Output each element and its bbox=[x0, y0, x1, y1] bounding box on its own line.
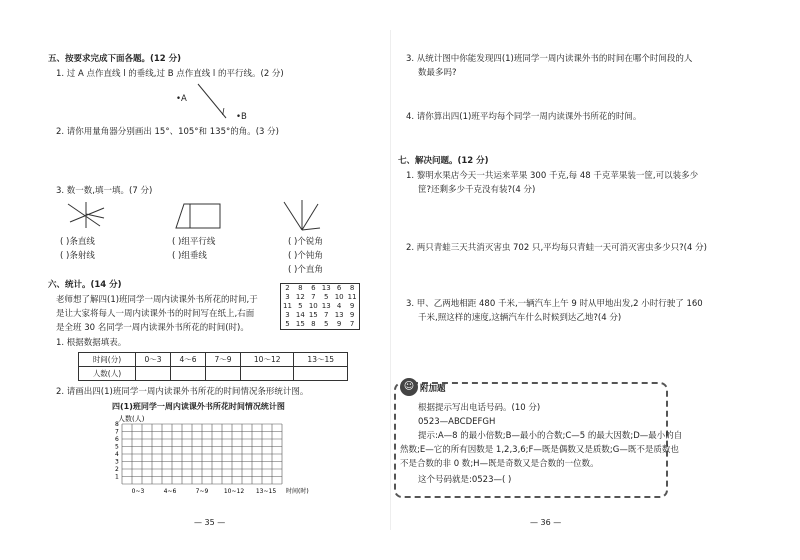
bonus-line2: 0523—ABCDEFGH bbox=[418, 417, 496, 427]
data-cell: 10 bbox=[334, 293, 344, 302]
point-a-label: •A bbox=[176, 94, 187, 104]
answer-cell[interactable] bbox=[136, 367, 171, 381]
data-cell: 4 bbox=[336, 302, 342, 311]
data-cell: 9 bbox=[349, 302, 355, 311]
y-tick-label: 1 bbox=[115, 473, 119, 481]
sec6-intro1: 老师想了解四(1)班同学一周内读课外书所花的时间,于 bbox=[56, 295, 258, 305]
sec6-intro3: 是全班 30 名同学一周内读课外书所花的时间(时)。 bbox=[56, 323, 249, 333]
x-axis-label: 时间(时) bbox=[286, 488, 309, 494]
data-cell: 5 bbox=[285, 320, 290, 329]
data-cell: 6 bbox=[336, 284, 342, 293]
y-tick-label: 3 bbox=[115, 458, 119, 466]
sec6-q2: 2. 请画出四(1)班同学一周内读课外书所花的时间情况条形统计图。 bbox=[56, 387, 309, 397]
data-cell: 8 bbox=[349, 284, 355, 293]
answer-cell[interactable] bbox=[240, 367, 294, 381]
data-row bbox=[281, 284, 359, 293]
data-cell: 5 bbox=[323, 320, 329, 329]
data-row bbox=[281, 302, 359, 311]
data-cell: 11 bbox=[283, 302, 292, 311]
data-row bbox=[281, 311, 359, 320]
bonus-line1: 根据提示写出电话号码。(10 分) bbox=[418, 403, 541, 413]
x-tick-label: 4~6 bbox=[163, 488, 177, 494]
data-cell: 7 bbox=[349, 320, 355, 329]
bonus-line5: 不是合数的非 0 数;H—既是奇数又是合数的一位数。 bbox=[400, 459, 599, 469]
bonus-line3: 提示:A—8 的最小倍数;B—最小的合数;C—5 的最大因数;D—最小的自 bbox=[418, 431, 683, 441]
right-q3: 3. 从统计图中你能发现四(1)班同学一周内读课外书的时间在哪个时间段的人 bbox=[406, 54, 693, 64]
data-cell: 9 bbox=[336, 320, 342, 329]
sec6-intro2: 是让大家将每人一周内读课外书的时间写在纸上,右面 bbox=[56, 309, 255, 319]
fig3-label-right: ( )个直角 bbox=[288, 265, 323, 275]
sec7-q1b: 筐?还剩多少千克没有装?(4 分) bbox=[418, 185, 536, 195]
y-tick-label: 4 bbox=[115, 451, 119, 458]
data-row bbox=[281, 320, 359, 329]
answer-cell[interactable] bbox=[294, 367, 348, 381]
fig3-label-acute: ( )个锐角 bbox=[288, 237, 323, 247]
x-tick-label: 7~9 bbox=[195, 488, 209, 494]
page-divider bbox=[390, 30, 391, 530]
angles-figure bbox=[282, 198, 322, 232]
data-cell: 7 bbox=[311, 293, 316, 302]
data-cell: 8 bbox=[311, 320, 316, 329]
section7-title: 七、解决问题。(12 分) bbox=[398, 156, 489, 166]
data-cell: 8 bbox=[298, 284, 303, 293]
data-cell: 15 bbox=[308, 311, 318, 320]
fig1-label-lines: ( )条直线 bbox=[60, 237, 95, 247]
x-tick-label: 10~12 bbox=[223, 488, 245, 494]
data-cell: 3 bbox=[285, 293, 290, 302]
data-cell: 14 bbox=[295, 311, 305, 320]
raw-data-card bbox=[280, 283, 360, 330]
chart-title: 四(1)班同学一周内读课外书所花时间情况统计图 bbox=[112, 402, 285, 411]
data-cell: 9 bbox=[349, 311, 355, 320]
sec5-q3: 3. 数一数,填一填。(7 分) bbox=[56, 186, 153, 196]
data-cell: 12 bbox=[295, 293, 305, 302]
data-cell: 11 bbox=[347, 293, 357, 302]
data-cell: 5 bbox=[298, 302, 303, 311]
table-header: 4～6 bbox=[170, 353, 205, 367]
right-q3b: 数最多吗? bbox=[418, 68, 457, 78]
y-tick-label: 2 bbox=[115, 466, 119, 473]
lines-rays-figure bbox=[66, 200, 106, 230]
sec7-q1a: 1. 黎明水果店今天一共运来苹果 300 千克,每 48 千克苹果装一筐,可以装多少 bbox=[406, 171, 699, 181]
sec6-q1: 1. 根据数据填表。 bbox=[56, 338, 127, 348]
section5-title: 五、按要求完成下面各题。(12 分) bbox=[48, 54, 182, 64]
table-header: 10～12 bbox=[240, 353, 294, 367]
sec5-q1: 1. 过 A 点作直线 l 的垂线,过 B 点作直线 l 的平行线。(2 分) bbox=[56, 69, 284, 79]
fig2-label-perpendicular: ( )组垂线 bbox=[172, 251, 207, 261]
section6-title: 六、统计。(14 分) bbox=[48, 280, 122, 290]
table-header: 13～15 bbox=[294, 353, 348, 367]
data-cell: 6 bbox=[311, 284, 316, 293]
sec7-q2: 2. 两只青蛙三天共消灭害虫 702 只,平均每只青蛙一天可消灭害虫多少只?(4 分) bbox=[406, 243, 707, 253]
bonus-answer-line[interactable]: 这个号码就是:0523—( ) bbox=[418, 475, 512, 485]
line-l-label: l bbox=[222, 108, 225, 118]
data-cell: 13 bbox=[334, 311, 344, 320]
x-tick-label: 13~15 bbox=[255, 488, 277, 494]
data-cell: 13 bbox=[321, 284, 331, 293]
page-number-right: — 36 — bbox=[530, 518, 562, 527]
bonus-line4: 然数;E—它的所有因数是 1,2,3,6;F—既是偶数又是质数;G—既不是质数也 bbox=[400, 445, 679, 455]
data-row bbox=[281, 293, 359, 302]
sec5-q2: 2. 请你用量角器分别画出 15°、105°和 135°的角。(3 分) bbox=[56, 127, 279, 137]
answer-cell[interactable] bbox=[205, 367, 240, 381]
line-l-figure bbox=[196, 82, 236, 122]
data-cell: 15 bbox=[295, 320, 305, 329]
point-b-label: •B bbox=[236, 112, 247, 122]
sec7-q3b: 千米,照这样的速度,这辆汽车什么时候到达乙地?(4 分) bbox=[418, 313, 622, 323]
data-cell: 2 bbox=[285, 284, 290, 293]
mascot-icon: ☺ bbox=[400, 378, 418, 396]
sec7-q3a: 3. 甲、乙两地相距 480 千米,一辆汽车上午 9 时从甲地出发,2 小时行驶了 160 bbox=[406, 299, 703, 309]
table-row-label: 人数(人) bbox=[79, 367, 136, 381]
y-tick-label: 6 bbox=[115, 436, 119, 443]
data-cell: 3 bbox=[285, 311, 290, 320]
answer-cell[interactable] bbox=[170, 367, 205, 381]
y-axis-label: 人数(人) bbox=[118, 415, 145, 423]
bonus-title: 附加题 bbox=[420, 384, 446, 394]
frequency-table bbox=[78, 352, 348, 381]
fig2-label-parallel: ( )组平行线 bbox=[172, 237, 216, 247]
right-q4: 4. 请你算出四(1)班平均每个同学一周内读课外书所花的时间。 bbox=[406, 112, 642, 122]
data-cell: 10 bbox=[308, 302, 318, 311]
fig1-label-rays: ( )条射线 bbox=[60, 251, 95, 261]
trapezoid-figure bbox=[174, 202, 222, 230]
y-tick-label: 8 bbox=[115, 421, 119, 428]
x-tick-label: 0~3 bbox=[131, 488, 145, 494]
data-cell: 5 bbox=[323, 293, 329, 302]
fig3-label-obtuse: ( )个钝角 bbox=[288, 251, 323, 261]
page-number-left: — 35 — bbox=[194, 518, 226, 527]
table-header: 0～3 bbox=[136, 353, 171, 367]
data-cell: 7 bbox=[323, 311, 329, 320]
table-header: 时间(分) bbox=[79, 353, 136, 367]
bar-chart-grid bbox=[100, 414, 320, 494]
y-tick-label: 5 bbox=[115, 443, 119, 451]
table-header: 7～9 bbox=[205, 353, 240, 367]
data-cell: 13 bbox=[321, 302, 331, 311]
y-tick-label: 7 bbox=[115, 428, 119, 436]
